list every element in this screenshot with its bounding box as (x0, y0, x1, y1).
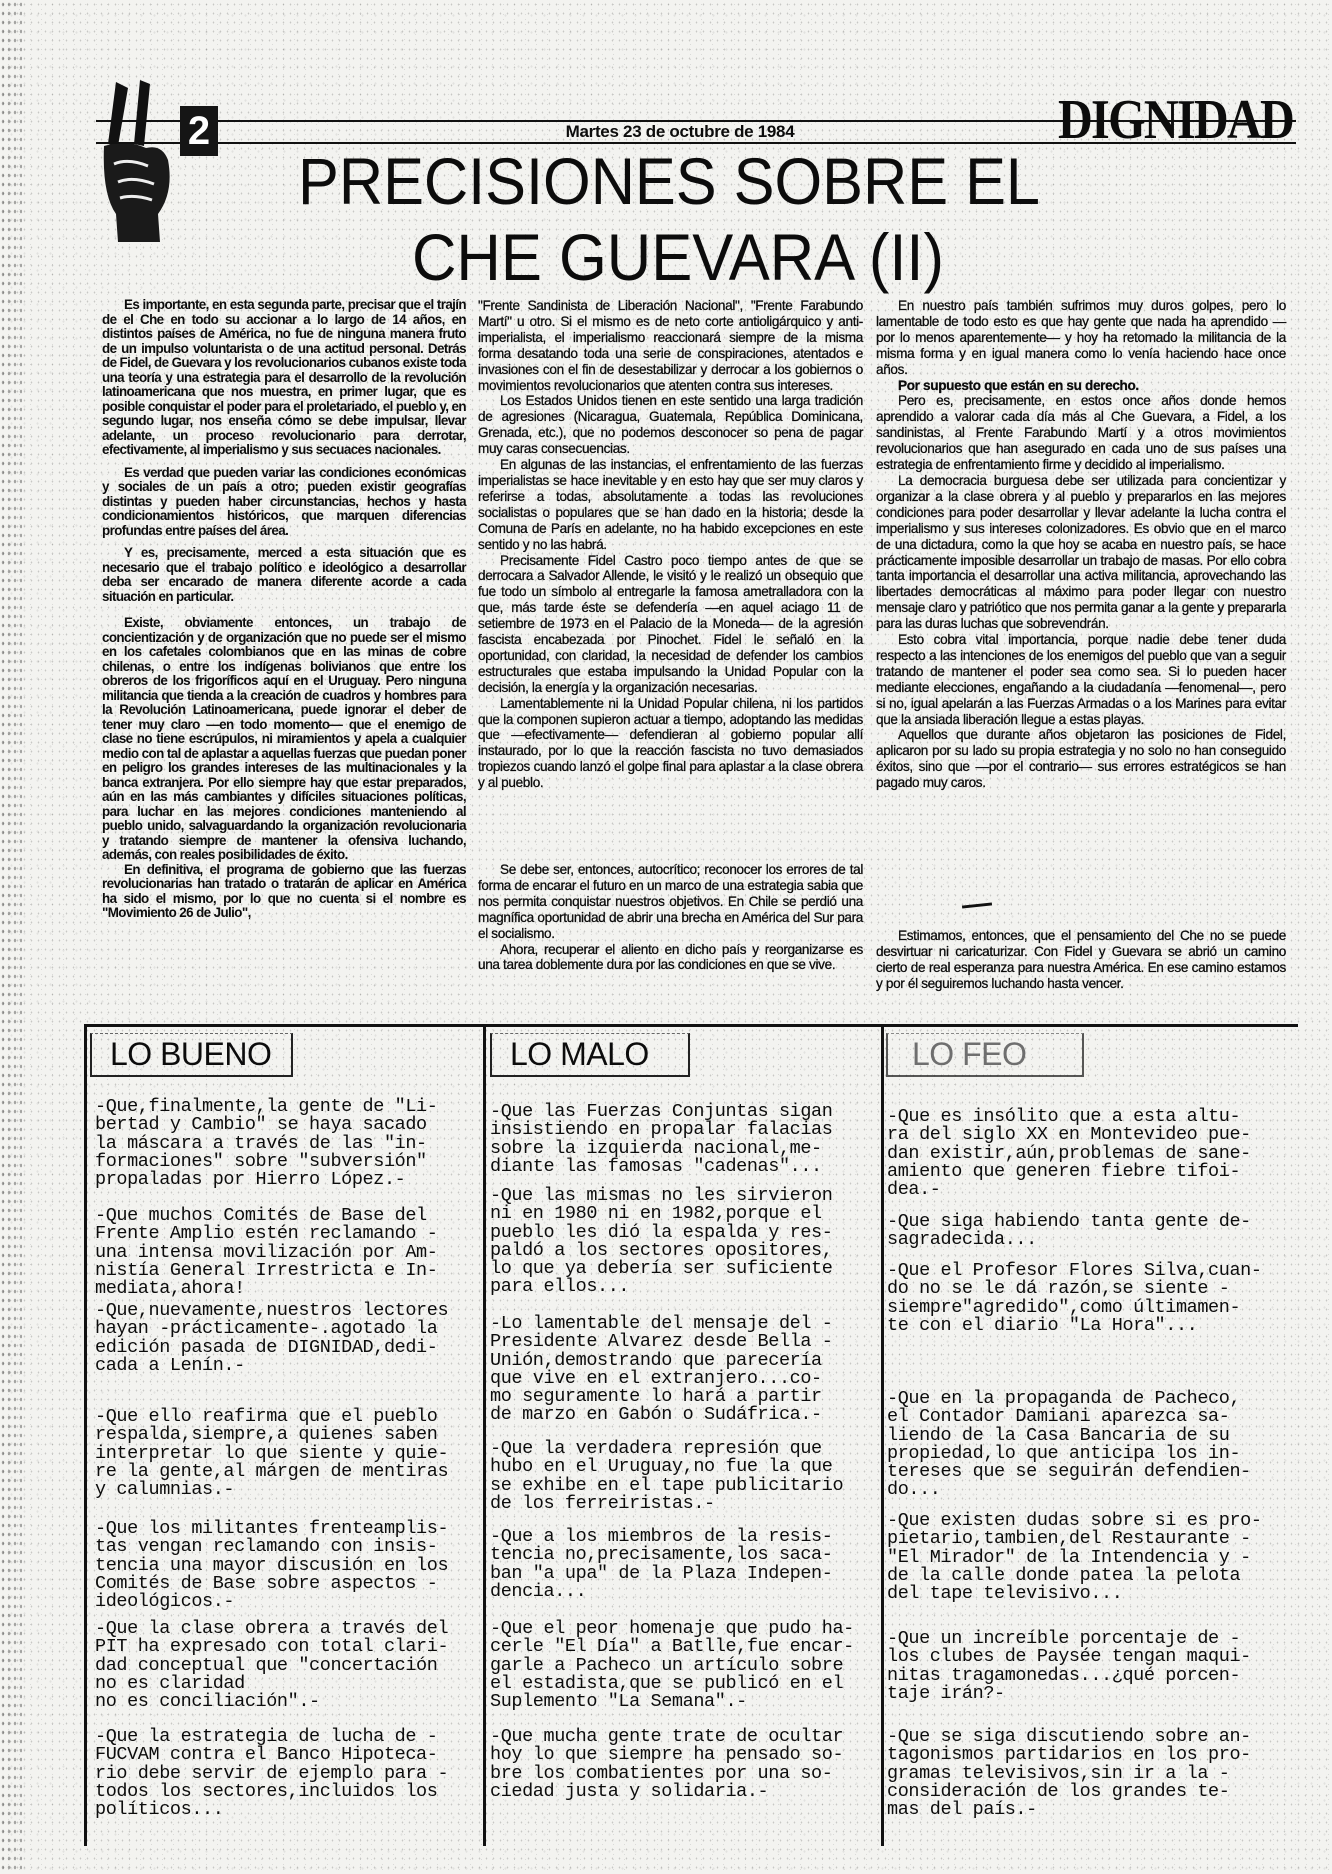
article-column-3-bottom (876, 928, 1286, 992)
article-paragraph: En definitiva, el programa de gobierno que las fuerzas revolucionarias han tratado o tratarán de aplicar en América ha sido el mismo, por lo que no cuenta si el nombre es "Movimiento 26 de Julio", (102, 861, 466, 920)
article-paragraph: Por supuesto que están en su derecho. (898, 377, 1139, 393)
page-number: 2 (180, 106, 218, 156)
article-paragraph: Se debe ser, entonces, autocrítico; reconocer los errores de tal forma de encarar el futuro en un marco de una estrategia sabia que nos permita conquistar nuestros objetivos. En Chile se perdió una magnífica oportunidad de abrir una brecha en América del Sur para el socialismo. (478, 862, 863, 941)
lo-feo-item: -Que se siga discutiendo sobre an- tagonismos partidarios en los pro- gramas televisivos,sin ir a la - consideración de los grandes te- mas del país.- (887, 1726, 1251, 1821)
article-paragraph: Es verdad que pueden variar las condiciones económicas y sociales de un país a otro; pueden existir geografías distintas y pueden haber circunstancias, hechos y hasta condicionamientos históricos, que marquen diferencias profundas entre países del área. (102, 464, 466, 538)
article-column-2-top (478, 298, 863, 791)
lo-malo-item: -Que mucha gente trate de ocultar hoy lo que siempre ha pensado so- bre los combatientes por una so- ciedad justa y solidaria.- (490, 1726, 844, 1802)
lo-feo-item: -Que un increíble porcentaje de - los clubes de Paysée tengan maqui- nitas tragamonedas...¿qué porcen- taje irán?- (887, 1628, 1251, 1704)
section-dash (962, 902, 992, 908)
lo-malo-heading: LO MALO (490, 1033, 690, 1077)
article-paragraph: Esto cobra vital importancia, porque nadie debe tener duda respecto a las intenciones de los enemigos del pueblo que van a seguir tratando de mantener el poder sea como sea. Si lo pueden hacer mediante elecciones, engañando a la ciudadanía —fenomenal—, pero si no, igual apelarán a las Fuerzas Armadas o a los Marines para evitar que la ansiada liberación llegue a estas playas. (876, 632, 1286, 727)
lo-bueno-item: -Que,nuevamente,nuestros lectores hayan -prácticamente-.agotado la edición pasada de DIGNIDAD,dedi- cada a Lenín.- (95, 1300, 449, 1376)
lo-feo-item: -Que existen dudas sobre si es pro- pietario,tambien,del Restaurante - "El Mirador" de la Intendencia y - de la calle donde patea la pelota del tape televisivo... (887, 1510, 1262, 1605)
headline (296, 144, 1046, 296)
lo-malo-item: -Que las mismas no les sirvieron ni en 1980 ni en 1982,porque el pueblo les dió la espalda y res- paldó a los sectores opositores, lo que ya debería ser suficiente para ellos... (490, 1185, 833, 1298)
lo-feo-heading: LO FEO (886, 1033, 1084, 1077)
article-paragraph: Existe, obviamente entonces, un trabajo de concientización y de organización que no puede ser el mismo en los cafetales colombianos que en las minas de cobre chilenas, o entre los indígenas bolivianos que entre los obreros de los frigoríficos aquí en el Uruguay. Pero ninguna militancia que tienda a la creación de cuadros y hombres para la Revolución Latinoamericana, puede ignorar el deber de tener muy claro —en todo momento— que el enemigo de clase no tiene escrúpulos, ni miramientos y apela a cualquier medio con tal de aplastar a aquellas fuerzas que puedan poner en peligro los grandes intereses de las multinacionales y la banca extranjera. Por ello siempre hay que estar preparados, aún en las más cambiantes y difíciles situaciones políticas, para luchar en las mejores condiciones manteniendo al pueblo unido, salvaguardando la organización revolucionaria y tratando siempre de mantener la ofensiva luchando, además, con reales posibilidades de éxito. (102, 615, 466, 862)
article-paragraph: La democracia burguesa debe ser utilizada para concientizar y organizar a la clase obrera y al pueblo y prepararlos en las mejores condiciones para poder desarrollar y llevar adelante la lucha contra el imperialismo y sus intereses colonizadores. Es obvio que en el marco de una dictadura, como la que hoy se acaba en nuestro país, se hace prácticamente imposible desarrollar un trabajo de masas. Por ello cobra tanta importancia el desarrollar una activa militancia, aprovechando las libertades democráticas al máximo para poder llegar con nuestro mensaje claro y patriótico que nos permita ganar a la gente y prepararla para las duras luchas que sobrevendrán. (876, 472, 1286, 632)
article-paragraph: Precisamente Fidel Castro poco tiempo antes de que se derrocara a Salvador Allende, le visitó y le realizó un obsequio que fue todo un símbolo al entregarle la famosa ametralladora con la que, más tarde éste se defendería —en aquel aciago 11 de setiembre de 1973 en el Palacio de la Moneda— de la agresión fascista encabezada por Pinochet. Fidel le señaló en la oportunidad, con claridad, la necesidad de defender los cambios estructurales que estaba impulsando la Unidad Popular con la decisión, la energía y la organización necesarias. (478, 552, 863, 695)
lo-malo-item: -Que la verdadera represión que hubo en el Uruguay,no fue la que se exhibe en el tape publicitario de los ferreiristas.- (490, 1438, 844, 1514)
article-paragraph: "Frente Sandinista de Liberación Nacional", "Frente Farabundo Martí" u otro. Si el mismo es de neto corte antioligárquico y anti-imperialista, el imperialismo reaccionará siempre de la misma forma desatando toda una serie de conspiraciones, atentados e invasiones con el fin de desestabilizar y derrocar a los gobiernos o movimientos revolucionarios que atenten contra sus intereses. (478, 298, 863, 393)
article-column-3-top (876, 298, 1286, 791)
panel-divider (483, 1026, 486, 1846)
headline-line-2: CHE GUEVARA (II) (412, 220, 944, 294)
masthead-logo: DIGNIDAD (1058, 89, 1294, 151)
article-paragraph: Lamentablemente ni la Unidad Popular chilena, ni los partidos que la componen supieron actuar a tiempo, adoptando las medidas que —efectivamente— defendieran al gobierno popular allí instaurado, por lo que la reacción fascista no tuvo demasiados tropiezos cuando lanzó el golpe final para aplastar a la clase obrera y al pueblo. (478, 695, 863, 791)
lo-bueno-item: -Que la clase obrera a través del PIT ha expresado con total clari- dad conceptual que "concertación no es claridad no es conciliación".- (95, 1618, 449, 1713)
lo-bueno-item: -Que muchos Comités de Base del Frente Amplio estén reclamando - una intensa movilización por Am- nistía General Irrestricta e In- mediata,ahora! (95, 1205, 438, 1300)
lo-feo-item: -Que siga habiendo tanta gente de- sagradecida... (887, 1211, 1251, 1251)
article-paragraph: Es importante, en esta segunda parte, precisar que el trajín de el Che en todo su accionar a lo largo de 14 años, en distintos países de América, no fue de ninguna manera fruto de un impulso voluntarista o de una actitud personal. Detrás de Fidel, de Guevara y los revolucionarios cubanos existe toda una teoría y una estrategia para el desarrollo de la revolución latinoamericana que nos muestra, en primer lugar, que es posible conquistar el poder para el proletariado, el pueblo y, en segundo lugar, nos enseña cómo se debe impulsar, llevar adelante, un proceso revolucionario para derrotar, efectivamente, al imperialismo y sus secuaces nacionales. (102, 297, 466, 457)
peace-hand-icon (98, 74, 184, 244)
article-column-1 (102, 298, 466, 921)
article-paragraph: Y es, precisamente, merced a esta situación que es necesario que el trabajo político e ideológico a desarrollar deba ser encarado de manera diferente acorde a cada situación en particular. (102, 545, 466, 604)
lo-malo-item: -Que el peor homenaje que pudo ha- cerle "El Día" a Batlle,fue encar- garle a Pacheco un artículo sobre el estadista,que se publicó en el Suplemento "La Semana".- (490, 1618, 854, 1713)
article-paragraph: En algunas de las instancias, el enfrentamiento de las fuerzas imperialistas se hace inevitable y en esto hay que ser muy claros y referirse a todas, absolutamente a todas las revoluciones socialistas o populares que se han dado en la historia; desde la Comuna de París en adelante, no ha habido excepciones en este sentido y no las habrá. (478, 457, 863, 552)
lo-feo-item: -Que en la propaganda de Pacheco, el Contador Damiani aparezca sa- liendo de la Casa Bancaria de su propiedad,lo que anticipa los in- tereses que se seguirán defendien- do... (887, 1388, 1251, 1501)
issue-date: Martes 23 de octubre de 1984 (565, 122, 795, 141)
article-paragraph: Aquellos que durante años objetaron las posiciones de Fidel, aplicaron por su lado su propia estrategia y no solo no han conseguido éxitos, sino que —por el contrario— sus errores estratégicos se han pagado muy caros. (876, 727, 1286, 791)
article-column-2-bottom (478, 862, 863, 973)
article-paragraph: Los Estados Unidos tienen en este sentido una larga tradición de agresiones (Nicaragua, Guatemala, República Dominicana, Grenada, etc.), que no podemos desconocer so pena de pagar muy caras consecuencias. (478, 393, 863, 457)
article-paragraph: Pero es, precisamente, en estos once años donde hemos aprendido a valorar cada día más al Che Guevara, a Fidel, a los sandinistas, al Frente Farabundo Martí y a otros movimientos revolucionarios que han asegurado en cada uno de sus países una estrategia de enfrentamiento firme y decidido al imperialismo. (876, 393, 1286, 473)
lo-malo-item: -Que a los miembros de la resis- tencia no,precisamente,los saca- ban "a upa" de la Plaza Indepen- dencia... (490, 1526, 833, 1602)
lo-feo-item: -Que el Profesor Flores Silva,cuan- do no se le dá razón,se siente - siempre"agredido",como últimamen- te con el diario "La Hora"... (887, 1260, 1262, 1336)
headline-line-1: PRECISIONES SOBRE EL (298, 144, 1040, 218)
lo-bueno-item: -Que los militantes frenteamplis- tas vengan reclamando con insis- tencia una mayor discusión en los Comités de Base sobre aspectos - ideológicos.- (95, 1518, 449, 1613)
lo-bueno-heading: LO BUENO (90, 1033, 293, 1077)
article-paragraph: Ahora, recuperar el aliento en dicho país y reorganizarse es una tarea doblemente dura por las condiciones en que se vive. (478, 941, 863, 973)
lo-bueno-item: -Que,finalmente,la gente de "Li- bertad y Cambio" se haya sacado la máscara a través de las "in- formaciones" sobre "subversión" propaladas por Hierro López.- (95, 1096, 438, 1191)
lo-bueno-item: -Que ello reafirma que el pueblo respalda,siempre,a quienes saben interpretar lo que siente y quie- re la gente,al márgen de mentiras y calumnias.- (95, 1406, 449, 1501)
lo-feo-item: -Que es insólito que a esta altu- ra del siglo XX en Montevideo pue- dan existir,aún,problemas de sane- amiento que generen fiebre tifoi- dea.- (887, 1106, 1251, 1201)
lo-bueno-item: -Que la estrategia de lucha de - FUCVAM contra el Banco Hipoteca- rio debe servir de ejemplo para - todos los sectores,incluidos los políticos... (95, 1726, 449, 1821)
article-paragraph: Estimamos, entonces, que el pensamiento del Che no se puede desvirtuar ni caricaturizar. Con Fidel y Guevara se abrió un camino cierto de real esperanza para nuestra América. En ese camino estamos y por él seguiremos luchando hasta vencer. (876, 928, 1286, 991)
lo-malo-item: -Que las Fuerzas Conjuntas sigan insistiendo en propalar falacias sobre la izquierda nacional,me- diante las famosas "cadenas"... (490, 1101, 833, 1177)
panel-divider (84, 1026, 87, 1846)
scan-edge-noise (0, 0, 22, 1874)
article-paragraph: En nuestro país también sufrimos muy duros golpes, pero lo lamentable de todo esto es que hay gente que nada ha aprendido —por lo menos aparentemente— y hoy ha retomado la militancia de la misma forma y en igual manera como lo venía haciendo hace once años. (876, 298, 1286, 377)
lo-malo-item: -Lo lamentable del mensaje del - Presidente Alvarez desde Bella - Unión,demostrando que parecería que vive en el extranjero...co- mo seguramente lo hará a partir de marzo en Gabón o Sudáfrica.- (490, 1313, 833, 1426)
panel-divider (881, 1026, 884, 1846)
